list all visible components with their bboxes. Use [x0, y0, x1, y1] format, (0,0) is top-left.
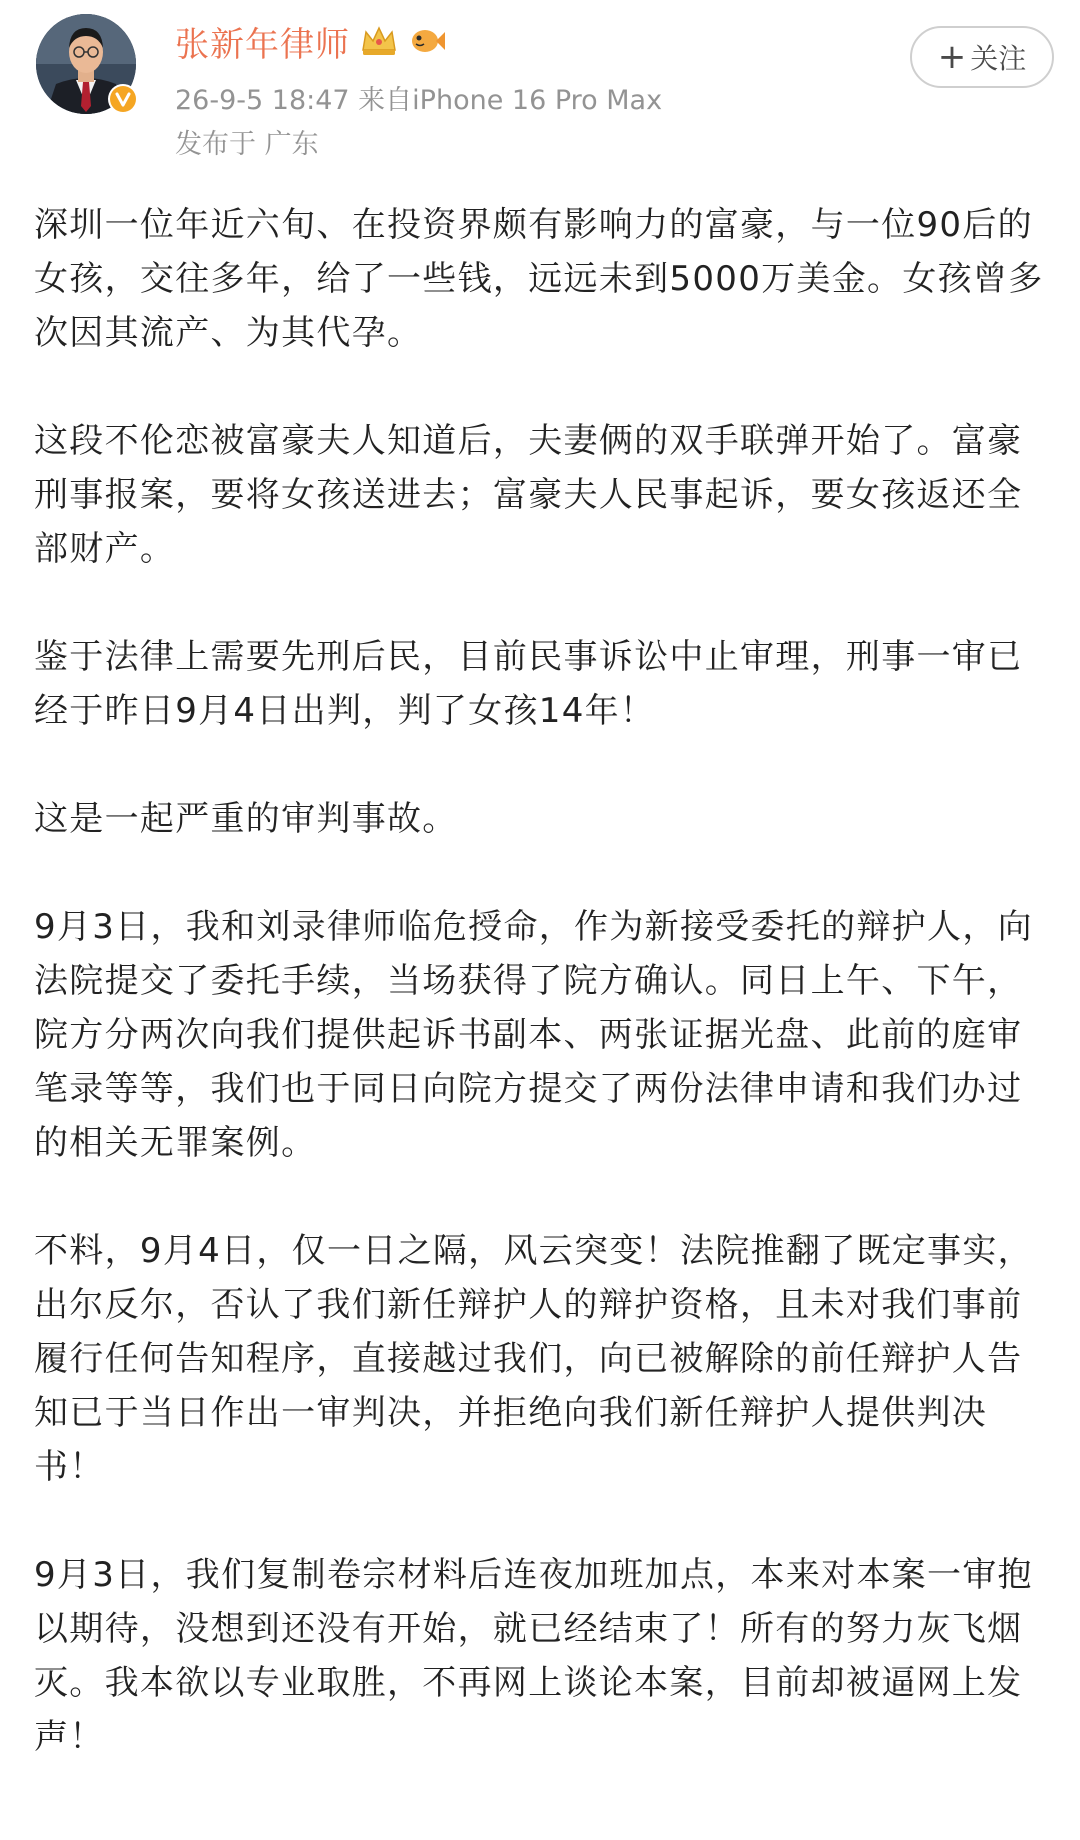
post-paragraph: 深圳一位年近六旬、在投资界颇有影响力的富豪，与一位90后的女孩，交往多年，给了一些钱，远远未到5000万美金。女孩曾多次因其流产、为其代孕。	[34, 205, 1044, 353]
follow-label: 关注	[970, 42, 1027, 75]
post-paragraph: 不料，9月4日，仅一日之隔，风云突变！法院推翻了既定事实，出尔反尔，否认了我们新任辩护人的辩护资格，且未对我们事前履行任何告知程序，直接越过我们，向已被解除的前任辩护人告知已于当日作出一审判决，并拒绝向我们新任辩护人提供判决书！	[34, 1231, 1033, 1487]
post-content	[34, 198, 1050, 1764]
post-paragraph: 这段不伦恋被富豪夫人知道后，夫妻俩的双手联弹开始了。富豪刑事报案，要将女孩送进去；富豪夫人民事起诉，要女孩返还全部财产。	[34, 421, 1023, 569]
crown-icon	[360, 24, 398, 58]
post-paragraph: 9月3日，我们复制卷宗材料后连夜加班加点，本来对本案一审抱以期待，没想到还没有开始，就已经结束了！所有的努力灰飞烟灭。我本欲以专业取胜，不再网上谈论本案，目前却被逼网上发声！	[34, 1555, 1033, 1757]
post-timestamp-source: 26-9-5 18:47 来自iPhone 16 Pro Max	[175, 85, 663, 116]
follow-button[interactable]	[910, 26, 1054, 88]
post-paragraph: 鉴于法律上需要先刑后民，目前民事诉讼中止审理，刑事一审已经于昨日9月4日出判，判了女孩14年！	[34, 637, 1023, 731]
verified-icon	[108, 84, 138, 114]
plus-icon: +	[937, 37, 967, 77]
post-location: 发布于 广东	[175, 129, 319, 160]
username[interactable]: 张新年律师	[175, 24, 350, 65]
post-header	[0, 0, 1080, 170]
post-paragraph: 这是一起严重的审判事故。	[34, 799, 458, 839]
post-paragraph: 9月3日，我和刘录律师临危授命，作为新接受委托的辩护人，向法院提交了委托手续，当场获得了院方确认。同日上午、下午，院方分两次向我们提供起诉书副本、两张证据光盘、此前的庭审笔录等等，我们也于同日向院方提交了两份法律申请和我们办过的相关无罪案例。	[34, 907, 1033, 1163]
author-name-row	[175, 18, 446, 64]
fish-icon	[408, 24, 446, 58]
